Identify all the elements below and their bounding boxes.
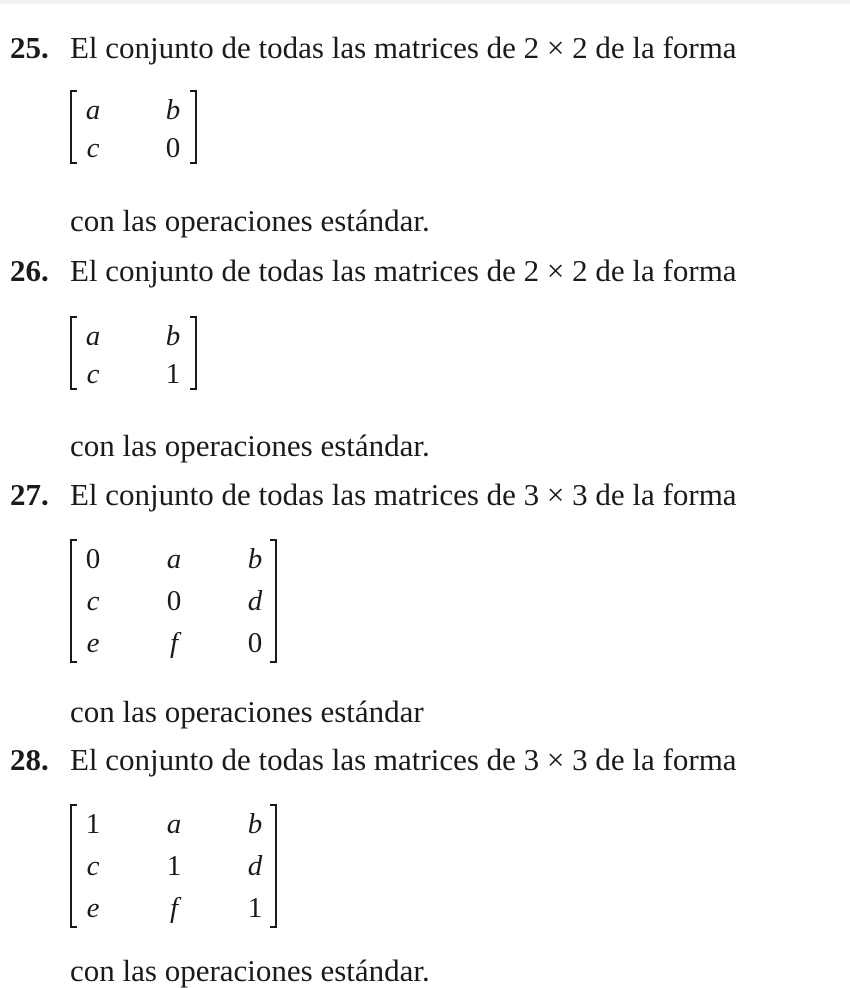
matrix-cell: b xyxy=(247,543,263,575)
matrix-cell: f xyxy=(169,627,179,659)
matrix xyxy=(70,316,200,390)
matrix xyxy=(70,804,280,928)
left-bracket xyxy=(70,90,77,164)
problem-number: 25. xyxy=(10,30,49,65)
matrix-cell: c xyxy=(86,132,100,164)
right-bracket xyxy=(270,539,277,663)
problem-suffix: con las operaciones estándar. xyxy=(70,203,430,238)
problem-statement: El conjunto de todas las matrices de 3 × 3 de la forma xyxy=(70,742,737,777)
right-bracket xyxy=(270,804,277,928)
matrix-cell: e xyxy=(86,892,100,924)
problem-statement: El conjunto de todas las matrices de 2 × 2 de la forma xyxy=(70,30,737,65)
matrix-cell: 1 xyxy=(85,808,101,840)
matrix-cell: 1 xyxy=(247,892,263,924)
right-bracket xyxy=(190,316,197,390)
matrix-cell: e xyxy=(86,627,100,659)
matrix-cell: c xyxy=(86,585,100,617)
matrix xyxy=(70,539,280,663)
problem-number: 27. xyxy=(10,477,49,512)
left-bracket xyxy=(70,316,77,390)
matrix-cell: 0 xyxy=(166,585,182,617)
matrix-cell: 0 xyxy=(247,627,263,659)
matrix-cell: c xyxy=(86,850,100,882)
problem-suffix: con las operaciones estándar. xyxy=(70,428,430,463)
problem-statement: El conjunto de todas las matrices de 2 × 2 de la forma xyxy=(70,253,737,288)
matrix-cell: d xyxy=(247,585,263,617)
matrix-cell: c xyxy=(86,358,100,390)
problem-number: 26. xyxy=(10,253,49,288)
problem-statement: El conjunto de todas las matrices de 3 × 3 de la forma xyxy=(70,477,737,512)
matrix-cell: 1 xyxy=(166,850,182,882)
matrix-cell: a xyxy=(166,808,182,840)
matrix-cell: a xyxy=(166,543,182,575)
matrix-cell: b xyxy=(165,320,181,352)
top-divider xyxy=(0,0,850,4)
matrix-cell: 1 xyxy=(165,358,181,390)
left-bracket xyxy=(70,804,77,928)
problem-number: 28. xyxy=(10,742,49,777)
matrix-cell: b xyxy=(165,94,181,126)
matrix-cell: a xyxy=(85,94,101,126)
problem-suffix: con las operaciones estándar. xyxy=(70,953,430,988)
left-bracket xyxy=(70,539,77,663)
right-bracket xyxy=(190,90,197,164)
matrix-cell: d xyxy=(247,850,263,882)
matrix-cell: 0 xyxy=(165,132,181,164)
matrix-cell: f xyxy=(169,892,179,924)
matrix xyxy=(70,90,200,164)
matrix-cell: a xyxy=(85,320,101,352)
matrix-cell: 0 xyxy=(85,543,101,575)
problem-suffix: con las operaciones estándar xyxy=(70,694,424,729)
matrix-cell: b xyxy=(247,808,263,840)
